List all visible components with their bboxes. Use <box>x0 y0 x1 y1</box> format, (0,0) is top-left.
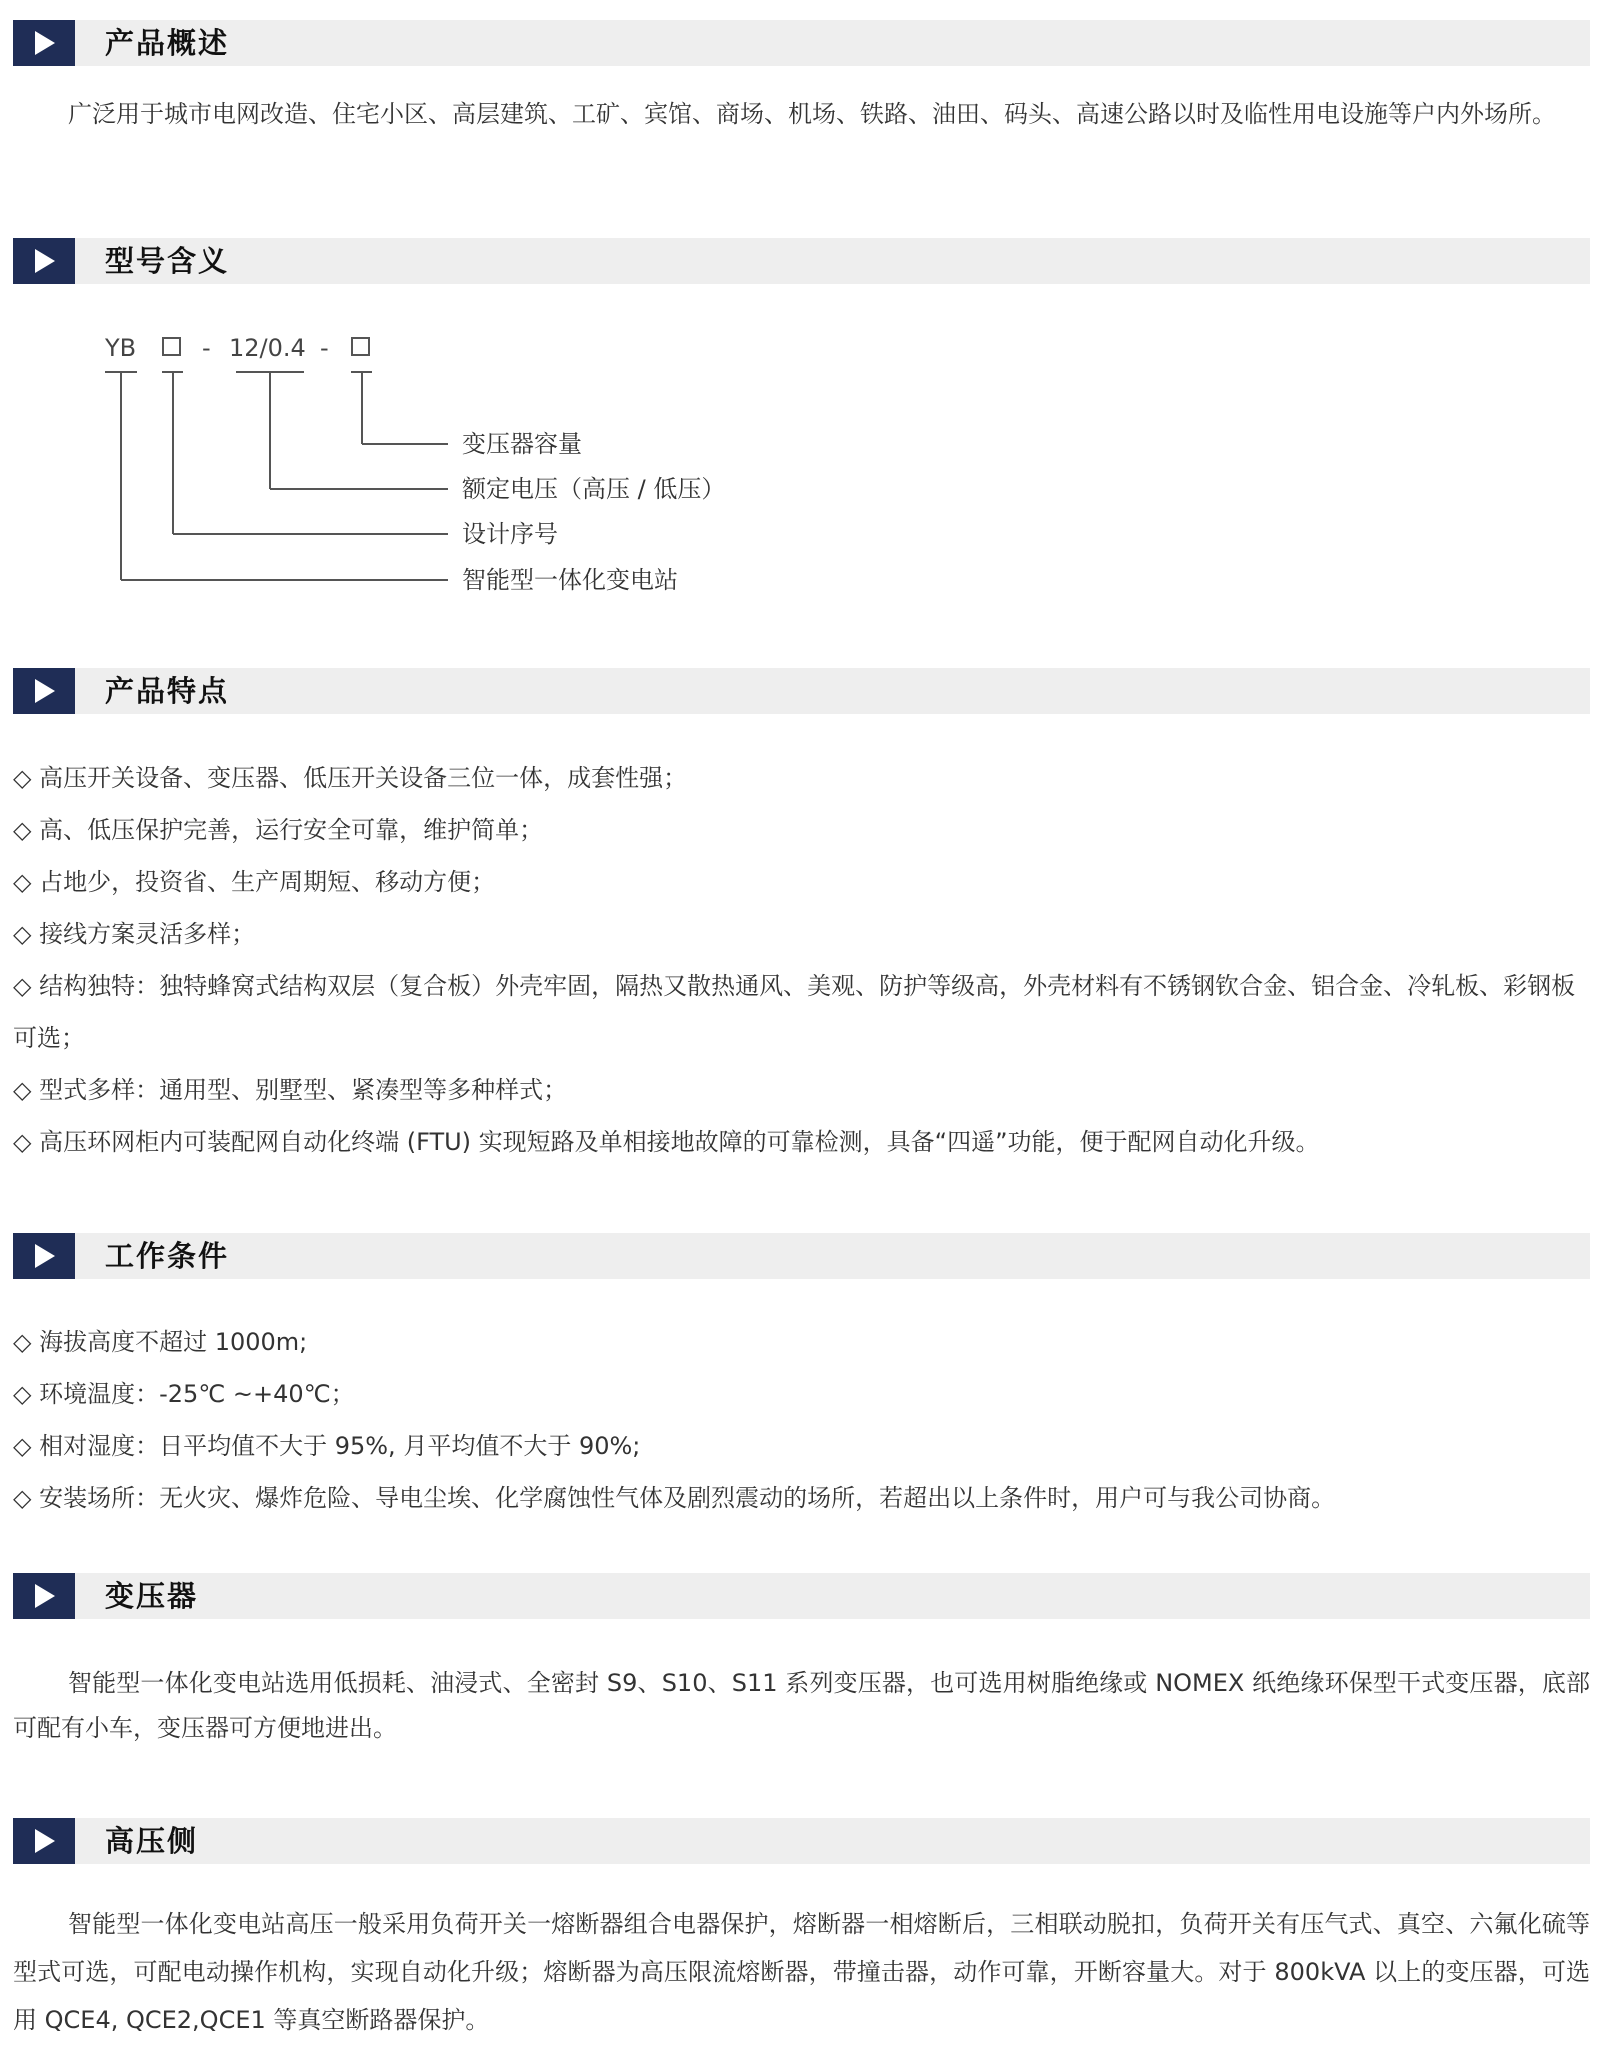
section-header-conditions <box>13 1233 1590 1279</box>
transformer-text: 智能型一体化变电站选用低损耗、油浸式、全密封 S9、S10、S11 系列变压器，也可选用树脂绝缘或 NOMEX 纸绝缘环保型干式变压器，底部可配有小车，变压器可方便地进出。 <box>13 1669 1590 1742</box>
model-legend-design-no: 设计序号 <box>462 520 558 548</box>
model-legend-voltage: 额定电压（高压 / 低压） <box>462 475 726 503</box>
model-code-box-series <box>162 337 181 356</box>
section-title: 工作条件 <box>105 1239 230 1273</box>
section-header-features <box>13 668 1590 714</box>
conditions-list <box>13 1316 1590 1524</box>
section-header-model <box>13 238 1590 284</box>
list-item: ◇ 占地少，投资省、生产周期短、移动方便； <box>13 868 496 896</box>
features-list <box>13 752 1590 1168</box>
play-arrow-icon <box>13 668 75 714</box>
model-code-leader-lines <box>0 360 460 600</box>
model-code-dash: - <box>202 334 211 362</box>
model-code-voltage: 12/0.4 <box>229 334 306 362</box>
play-arrow-icon <box>13 20 75 66</box>
play-arrow-icon <box>13 238 75 284</box>
section-header-transformer <box>13 1573 1590 1619</box>
high-voltage-text: 智能型一体化变电站高压一般采用负荷开关一熔断器组合电器保护，熔断器一相熔断后，三相联动脱扣，负荷开关有压气式、真空、六氟化硫等型式可选，可配电动操作机构，实现自动化升级；熔断器为高压限流熔断器，带撞击器，动作可靠，开断容量大。对于 800kVA 以上的变压器，可选用 QCE4, QCE2,QCE1 等真空断路器保护。 <box>13 1910 1590 2034</box>
play-arrow-icon <box>13 1818 75 1864</box>
list-item: ◇ 环境温度：-25℃ ~+40℃； <box>13 1380 355 1408</box>
model-legend-capacity: 变压器容量 <box>462 430 582 458</box>
model-code-prefix: YB <box>105 334 137 362</box>
list-item: ◇ 安装场所：无火灾、爆炸危险、导电尘埃、化学腐蚀性气体及剧烈震动的场所，若超出以上条件时，用户可与我公司协商。 <box>13 1484 1336 1512</box>
list-item: ◇ 高压环网柜内可装配网自动化终端 (FTU) 实现短路及单相接地故障的可靠检测，具备“四遥”功能，便于配网自动化升级。 <box>13 1128 1320 1156</box>
list-item: ◇ 高压开关设备、变压器、低压开关设备三位一体，成套性强； <box>13 764 688 792</box>
section-header-overview <box>13 20 1590 66</box>
play-arrow-icon <box>13 1573 75 1619</box>
section-title: 变压器 <box>105 1579 199 1613</box>
model-legend-product: 智能型一体化变电站 <box>462 566 678 594</box>
list-item: ◇ 相对湿度：日平均值不大于 95%, 月平均值不大于 90%; <box>13 1432 641 1460</box>
overview-text: 广泛用于城市电网改造、住宅小区、高层建筑、工矿、宾馆、商场、机场、铁路、油田、码头、高速公路以时及临性用电设施等户内外场所。 <box>68 100 1556 128</box>
section-title: 产品概述 <box>105 26 230 60</box>
model-code-dash: - <box>320 334 329 362</box>
play-arrow-icon <box>13 1233 75 1279</box>
list-item: ◇ 高、低压保护完善，运行安全可靠，维护简单； <box>13 816 544 844</box>
section-header-high-voltage <box>13 1818 1590 1864</box>
section-title: 产品特点 <box>105 674 230 708</box>
model-code-box-capacity <box>351 337 370 356</box>
list-item: ◇ 结构独特：独特蜂窝式结构双层（复合板）外壳牢固，隔热又散热通风、美观、防护等级高，外壳材料有不锈钢钦合金、铝合金、冷轧板、彩钢板可选； <box>13 972 1576 1052</box>
section-title: 高压侧 <box>105 1824 199 1858</box>
section-title: 型号含义 <box>105 244 230 278</box>
list-item: ◇ 海拔高度不超过 1000m; <box>13 1328 308 1356</box>
list-item: ◇ 型式多样：通用型、别墅型、紧凑型等多种样式； <box>13 1076 568 1104</box>
list-item: ◇ 接线方案灵活多样； <box>13 920 256 948</box>
